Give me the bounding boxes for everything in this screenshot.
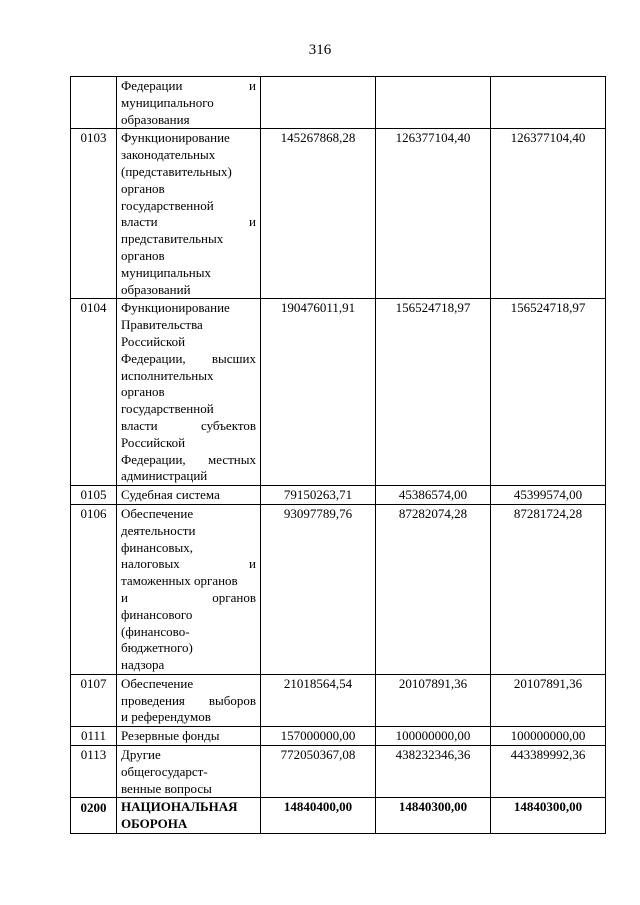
row-code: 0103	[71, 129, 117, 299]
row-name	[117, 504, 261, 674]
row-value-2: 14840300,00	[376, 798, 491, 834]
row-name-line: и референдумов	[121, 709, 211, 725]
row-name-line	[121, 590, 256, 607]
row-name-line: администраций	[121, 468, 208, 484]
row-name-line: надзора	[121, 657, 165, 673]
row-value-3	[491, 77, 606, 129]
row-code	[71, 77, 117, 129]
row-name-word: налоговых	[121, 556, 180, 572]
row-name-word: высших	[211, 350, 256, 366]
table-row	[71, 486, 606, 505]
row-value-2: 45386574,00	[376, 486, 491, 505]
row-name	[117, 299, 261, 486]
row-value-1: 79150263,71	[261, 486, 376, 505]
row-code: 0104	[71, 299, 117, 486]
row-name-line: финансовых,	[121, 539, 193, 555]
row-name-line: деятельности	[121, 522, 196, 538]
row-name-line: муниципального	[121, 94, 214, 110]
row-name-line: Российской	[121, 333, 186, 349]
budget-table	[70, 76, 606, 834]
table-row	[71, 299, 606, 486]
row-name-word: и	[121, 589, 128, 605]
row-code: 0200	[71, 798, 117, 834]
row-name-line: Судебная система	[121, 487, 220, 503]
row-name-line: Правительства	[121, 317, 203, 333]
row-name	[117, 674, 261, 726]
table-row	[71, 674, 606, 726]
row-name-line: ОБОРОНА	[121, 816, 188, 832]
row-name-line: государственной	[121, 401, 214, 417]
row-name-word: местных	[208, 451, 256, 467]
table-row	[71, 504, 606, 674]
row-value-1: 190476011,91	[261, 299, 376, 486]
row-value-3: 126377104,40	[491, 129, 606, 299]
row-name-line: образований	[121, 281, 191, 297]
row-name-line: бюджетного)	[121, 640, 193, 656]
row-name-line: Другие	[121, 747, 161, 763]
table-row	[71, 77, 606, 129]
row-value-1: 145267868,28	[261, 129, 376, 299]
row-name-word: Федерации,	[121, 350, 186, 366]
row-value-3: 45399574,00	[491, 486, 606, 505]
row-name-line: (финансово-	[121, 623, 190, 639]
row-name-line: Функционирование	[121, 300, 230, 316]
row-code: 0111	[71, 727, 117, 746]
table-row	[71, 727, 606, 746]
row-name-line: общегосударст-	[121, 763, 208, 779]
row-value-2: 438232346,36	[376, 746, 491, 798]
row-value-3: 443389992,36	[491, 746, 606, 798]
row-name-line: муниципальных	[121, 264, 212, 280]
row-value-1: 93097789,76	[261, 504, 376, 674]
row-value-1	[261, 77, 376, 129]
table-row	[71, 746, 606, 798]
row-value-1: 14840400,00	[261, 798, 376, 834]
row-name-word: Федерации	[121, 78, 183, 93]
row-value-2: 156524718,97	[376, 299, 491, 486]
row-name	[117, 746, 261, 798]
row-value-3: 100000000,00	[491, 727, 606, 746]
row-name-line: (представительных)	[121, 163, 232, 179]
row-name-line: представительных	[121, 231, 224, 247]
row-name-line	[121, 556, 256, 573]
row-name-word: и	[249, 78, 256, 93]
row-name-line	[121, 214, 256, 231]
row-name	[117, 77, 261, 129]
row-code: 0113	[71, 746, 117, 798]
row-name-line: финансового	[121, 606, 193, 622]
row-value-2: 20107891,36	[376, 674, 491, 726]
row-name-line	[121, 418, 256, 435]
row-value-1: 21018564,54	[261, 674, 376, 726]
row-value-3: 87281724,28	[491, 504, 606, 674]
row-value-2: 87282074,28	[376, 504, 491, 674]
row-name-word: и	[249, 214, 256, 230]
row-name	[117, 486, 261, 505]
row-value-1: 157000000,00	[261, 727, 376, 746]
row-name-line: Обеспечение	[121, 505, 194, 521]
row-name-line: венные вопросы	[121, 780, 212, 796]
table-row	[71, 129, 606, 299]
row-value-2: 100000000,00	[376, 727, 491, 746]
row-value-2	[376, 77, 491, 129]
row-name-line	[121, 452, 256, 469]
row-value-3: 156524718,97	[491, 299, 606, 486]
row-name-word: и	[249, 556, 256, 572]
row-name-line	[121, 351, 256, 368]
table-body	[71, 77, 606, 834]
row-name	[117, 727, 261, 746]
row-name-line: Российской	[121, 434, 186, 450]
row-name-line: Резервные фонды	[121, 728, 220, 744]
table-row	[71, 798, 606, 834]
row-name-line: Обеспечение	[121, 675, 194, 691]
row-value-3: 20107891,36	[491, 674, 606, 726]
row-name-line: государственной	[121, 197, 214, 213]
page-number: 316	[308, 42, 332, 58]
row-code: 0106	[71, 504, 117, 674]
row-name-word: власти	[121, 417, 158, 433]
row-name-word: выборов	[208, 692, 256, 708]
row-name-word: органов	[212, 589, 256, 605]
row-name-line	[121, 78, 256, 95]
row-name-word: проведения	[121, 692, 185, 708]
row-name-line: таможенных органов	[121, 573, 238, 589]
row-name-word: власти	[121, 214, 158, 230]
row-name-line: органов	[121, 384, 165, 400]
row-value-3: 14840300,00	[491, 798, 606, 834]
row-name-line: образования	[121, 111, 190, 127]
row-name-line: Функционирование	[121, 130, 230, 146]
row-name	[117, 129, 261, 299]
row-name-line: органов	[121, 247, 165, 263]
row-name-word: Федерации,	[121, 451, 186, 467]
row-name-line	[121, 693, 256, 710]
row-value-1: 772050367,08	[261, 746, 376, 798]
row-name-line: органов	[121, 180, 165, 196]
row-value-2: 126377104,40	[376, 129, 491, 299]
row-name-line: НАЦИОНАЛЬНАЯ	[121, 799, 238, 815]
row-code: 0105	[71, 486, 117, 505]
row-name-word: субъектов	[200, 417, 256, 433]
row-name-line: законодательных	[121, 147, 216, 163]
row-name-line: исполнительных	[121, 367, 214, 383]
row-code: 0107	[71, 674, 117, 726]
row-name	[117, 798, 261, 834]
